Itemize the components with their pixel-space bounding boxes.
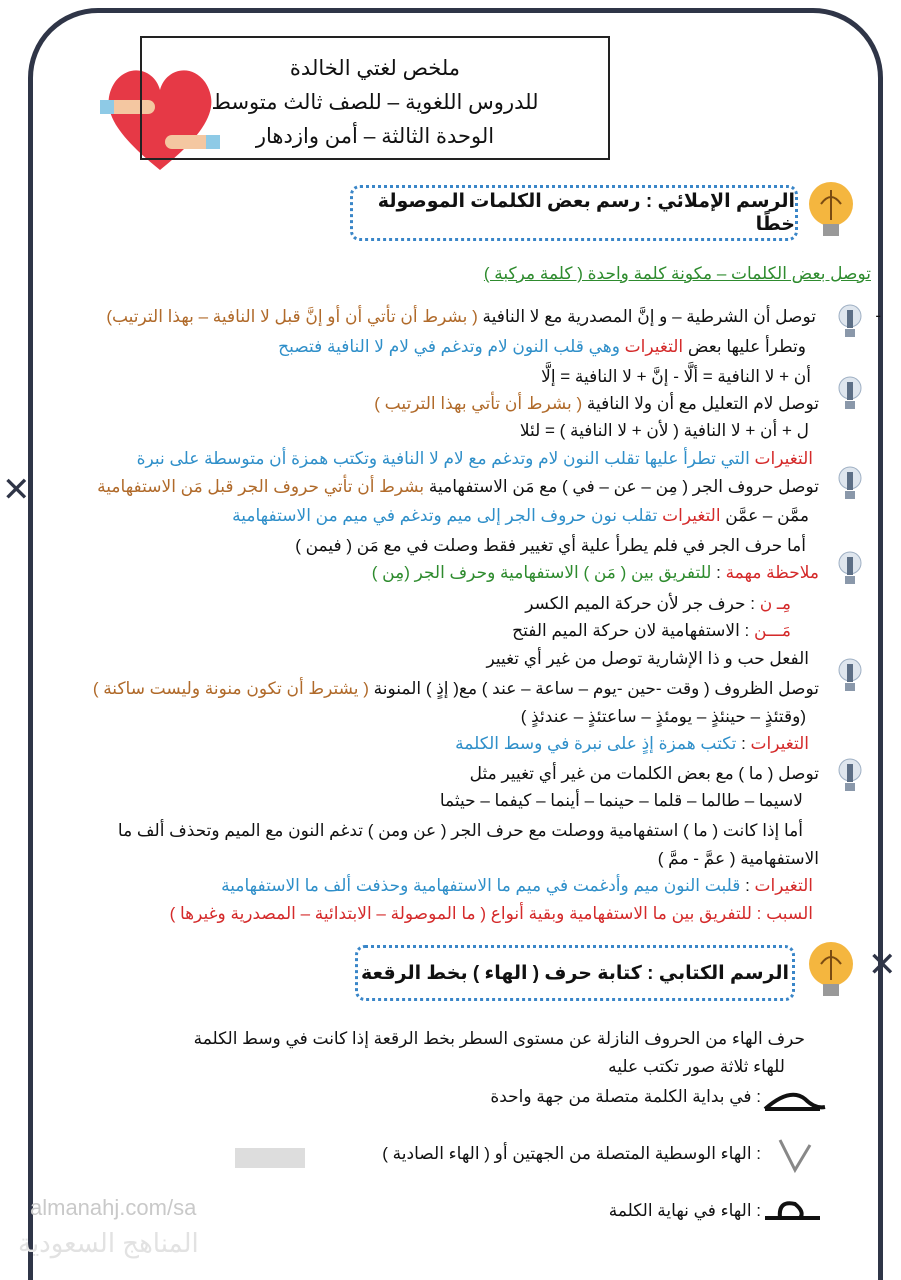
text-segment: التغيرات: [662, 506, 721, 525]
text-line: [221, 876, 813, 896]
text-segment: بشرط أن تأتي حروف الجر قبل مَن الاستفهامية: [97, 477, 425, 496]
text-segment: :: [740, 876, 755, 895]
text-segment: توصل الظروف ( وقت -حين -يوم – ساعة – عند ) مع( إذٍ ) المنونة: [368, 679, 819, 698]
text-segment: : الاستفهامية لان حركة الميم الفتح: [512, 621, 754, 640]
brain-bulb-icon: [805, 940, 857, 998]
text-segment: التغيرات: [754, 449, 813, 468]
text-segment: أما إذا كانت ( ما ) استفهامية ووصلت مع حرف الجر ( عن ومن ) تدغم النون مع الميم وتحذف ألف ما: [117, 821, 803, 840]
text-line: [278, 337, 806, 357]
text-line: [521, 707, 806, 727]
text-segment: الاستفهامية ( عمَّ - ممَّ ): [657, 849, 819, 868]
text-segment: قلبت النون ميم وأدغمت في ميم ما الاستفهامية وحذفت ألف ما الاستفهامية: [221, 876, 741, 895]
subtitle-line: للدروس اللغوية – للصف ثالث متوسط: [211, 91, 539, 114]
text-segment: :: [711, 563, 726, 582]
text-segment: تقلب نون حروف الجر إلى ميم وتدغم في ميم من الاستفهامية: [232, 506, 663, 525]
text-line: [372, 563, 819, 583]
dash-marker: -: [875, 306, 881, 325]
text-segment: توصل لام التعليل مع أن ولا النافية: [582, 394, 819, 413]
text-segment: تكتب همزة إذٍ على نبرة في وسط الكلمة: [455, 734, 737, 753]
text-segment: ممَّن – عمَّن: [720, 506, 809, 525]
section-heading-spelling: [350, 185, 798, 241]
text-line: [374, 394, 819, 414]
text-segment: ( بشرط أن تأتي أن أو إنَّ قبل لا النافية – بهذا الترتيب): [106, 307, 478, 326]
lightbulb-icon: [835, 464, 865, 502]
text-segment: التي تطرأ عليها تقلب النون لام وتدغم مع لام لا النافية وتكتب همزة أن متوسطة على نبرة: [136, 449, 755, 468]
text-segment: التغيرات: [624, 337, 684, 356]
text-segment: للهاء ثلاثة صور تكتب عليه: [608, 1057, 785, 1076]
title-line: ملخص لغتي الخالدة: [289, 57, 461, 80]
text-line: [137, 449, 813, 469]
ha-final-glyph: [760, 1198, 825, 1228]
text-segment: التغيرات: [750, 734, 809, 753]
text-line: [93, 679, 819, 699]
text-segment: وتطرأ عليها بعض: [683, 337, 806, 356]
ha-initial-glyph: [760, 1085, 830, 1117]
text-line: [490, 1087, 761, 1107]
lightbulb-icon: [835, 756, 865, 794]
text-segment: توصل أن الشرطية – و إنَّ المصدرية مع لا النافية: [477, 307, 816, 326]
text-segment: السبب : للتفريق بين ما الاستفهامية وبقية أنواع ( ما الموصولة – الابتدائية – المصدرية وغيرها ): [169, 904, 813, 923]
section-heading-handwriting: [355, 945, 795, 1001]
text-line: [520, 421, 809, 441]
text-segment: ( يشترط أن تكون منونة وليست ساكنة ): [92, 679, 369, 698]
text-line: [106, 307, 816, 327]
text-segment: ملاحظة مهمة: [725, 563, 819, 582]
text-line: [525, 594, 791, 614]
text-segment: التغيرات: [754, 876, 813, 895]
text-line: [440, 791, 803, 811]
unit-line: الوحدة الثالثة – أمن وازدهار: [255, 125, 495, 148]
section-title: الرسم الكتابي : كتابة حرف ( الهاء ) بخط الرقعة: [360, 962, 790, 984]
section-title: الرسم الإملائي : رسم بعض الكلمات الموصولة خطًا: [377, 191, 795, 235]
ha-medial-glyph: [770, 1135, 820, 1175]
lightbulb-icon: [835, 656, 865, 694]
text-line: [118, 821, 803, 841]
lightbulb-icon: [835, 302, 865, 340]
text-line: [382, 1144, 761, 1164]
text-line: [97, 477, 819, 497]
text-line: [295, 536, 806, 556]
text-segment: (وقتئذٍ – حينئذٍ – يومئذٍ – ساعتئذٍ – عندئذٍ ): [520, 707, 806, 726]
title-box: [140, 36, 610, 160]
brain-bulb-icon: [805, 180, 857, 238]
frame-cross-mark-left: ✕: [2, 471, 31, 509]
text-line: [512, 621, 791, 641]
text-line: [194, 1029, 805, 1049]
text-line: [486, 649, 809, 669]
text-segment: : حرف جر لأن حركة الميم الكسر: [525, 594, 760, 613]
text-segment: توصل حروف الجر ( مِن – عن – في ) مع مَن الاستفهامية: [424, 477, 819, 496]
text-line: [609, 1201, 761, 1221]
text-line: [232, 506, 809, 526]
text-segment: أما حرف الجر في فلم يطرأ علية أي تغيير فقط وصلت في مع مَن ( فيمن ): [295, 536, 806, 555]
text-segment: لاسيما – طالما – قلما – حينما – أينما – كيفما – حيثما: [439, 791, 803, 810]
text-segment: : في بداية الكلمة متصلة من جهة واحدة: [490, 1087, 761, 1106]
text-line: [541, 367, 811, 387]
text-segment: ل + أن + لا النافية ( لأن + لا النافية ) = لئلا: [519, 421, 809, 440]
text-line: [170, 904, 813, 924]
lightbulb-icon: [835, 374, 865, 412]
text-segment: :: [736, 734, 751, 753]
ha-sad-glyph: [230, 1140, 310, 1175]
text-segment: : الهاء في نهاية الكلمة: [608, 1201, 761, 1220]
lightbulb-icon: [835, 549, 865, 587]
text-line: [470, 764, 819, 784]
frame-cross-mark-right: ✕: [868, 946, 897, 984]
text-line: [658, 849, 819, 869]
text-segment: توصل بعض الكلمات – مكونة كلمة واحدة ( كلمة مركبة ): [483, 264, 871, 283]
text-segment: مَـــن: [754, 621, 791, 640]
text-segment: ( بشرط أن تأتي بهذا الترتيب ): [374, 394, 583, 413]
text-segment: الفعل حب و ذا الإشارية توصل من غير أي تغيير: [486, 649, 809, 668]
text-line: [608, 1057, 785, 1077]
text-segment: أن + لا النافية = ألَّا - إنَّ + لا النافية = إلَّا: [541, 367, 811, 386]
text-segment: مِـ ن: [759, 594, 791, 613]
text-segment: وهي قلب النون لام وتدغم في لام لا النافية فتصبح: [278, 337, 625, 356]
text-segment: حرف الهاء من الحروف النازلة عن مستوى السطر بخط الرقعة إذا كانت في وسط الكلمة: [193, 1029, 805, 1048]
text-line: [484, 264, 871, 284]
text-segment: توصل ( ما ) مع بعض الكلمات من غير أي تغيير مثل: [469, 764, 819, 783]
text-line: [455, 734, 809, 754]
watermark-name: المناهج السعودية: [18, 1228, 199, 1258]
text-segment: للتفريق بين ( مَن ) الاستفهامية وحرف الجر (مِن ): [371, 563, 712, 582]
watermark-url: almanahj.com/sa: [30, 1195, 197, 1220]
text-segment: : الهاء الوسطية المتصلة من الجهتين أو ( الهاء الصادية ): [382, 1144, 761, 1163]
